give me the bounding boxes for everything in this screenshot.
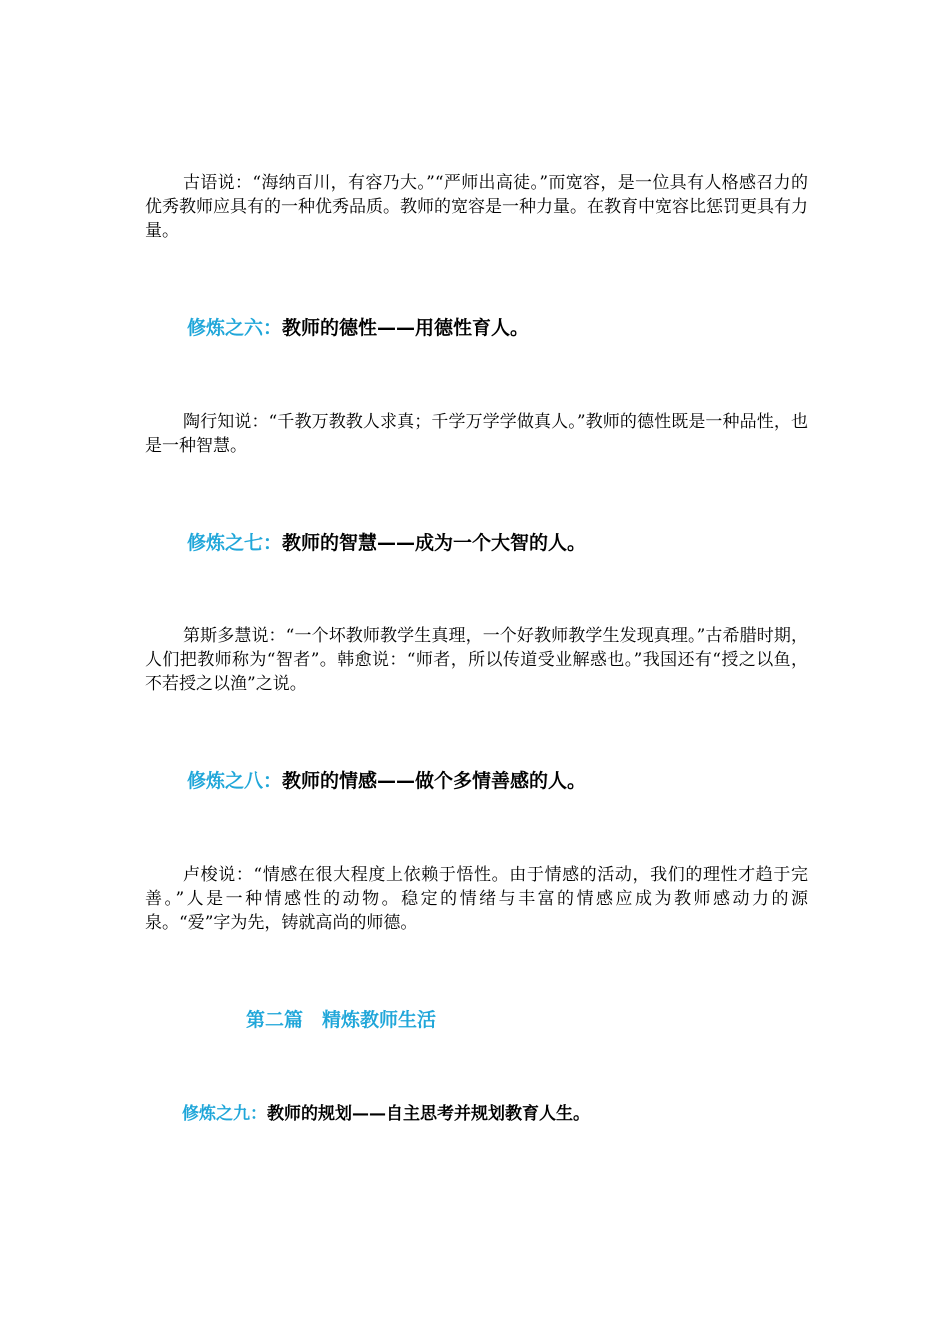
heading-title: 教师的规划——自主思考并规划教育人生。 [267,1104,590,1124]
part-title: 第二篇 精炼教师生活 [246,1009,437,1031]
heading-cultivation-6 [187,315,529,341]
heading-title: 教师的智慧——成为一个大智的人。 [282,532,587,554]
heading-label: 修炼之八： [187,770,283,792]
heading-cultivation-9 [182,1102,590,1126]
heading-title: 教师的德性——用德性育人。 [282,317,530,339]
heading-label: 修炼之九： [182,1104,267,1124]
heading-label: 修炼之六： [187,317,283,339]
heading-cultivation-7 [187,530,586,556]
paragraph-tolerance: 古语说：“海纳百川，有容乃大。”“严师出高徒。”而宽容，是一位具有人格感召力的优秀教师应具有的一种优秀品质。教师的宽容是一种力量。在教育中宽容比惩罚更具有力量。 [145,173,808,241]
paragraph-virtue: 陶行知说：“千教万教教人求真；千学万学学做真人。”教师的德性既是一种品性，也是一种智慧。 [145,412,808,456]
heading-title: 教师的情感——做个多情善感的人。 [282,770,587,792]
paragraph-wisdom: 第斯多慧说：“一个坏教师教学生真理，一个好教师教学生发现真理。”古希腊时期，人们把教师称为“智者”。韩愈说：“师者，所以传道受业解惑也。”我国还有“授之以鱼，不若授之以渔”之说。 [145,626,808,694]
heading-cultivation-8 [187,768,586,794]
heading-label: 修炼之七： [187,532,283,554]
paragraph-emotion: 卢梭说：“情感在很大程度上依赖于悟性。由于情感的活动，我们的理性才趋于完善。”人是一种情感性的动物。稳定的情绪与丰富的情感应成为教师感动力的源泉。“爱”字为先，铸就高尚的师德。 [145,865,808,933]
